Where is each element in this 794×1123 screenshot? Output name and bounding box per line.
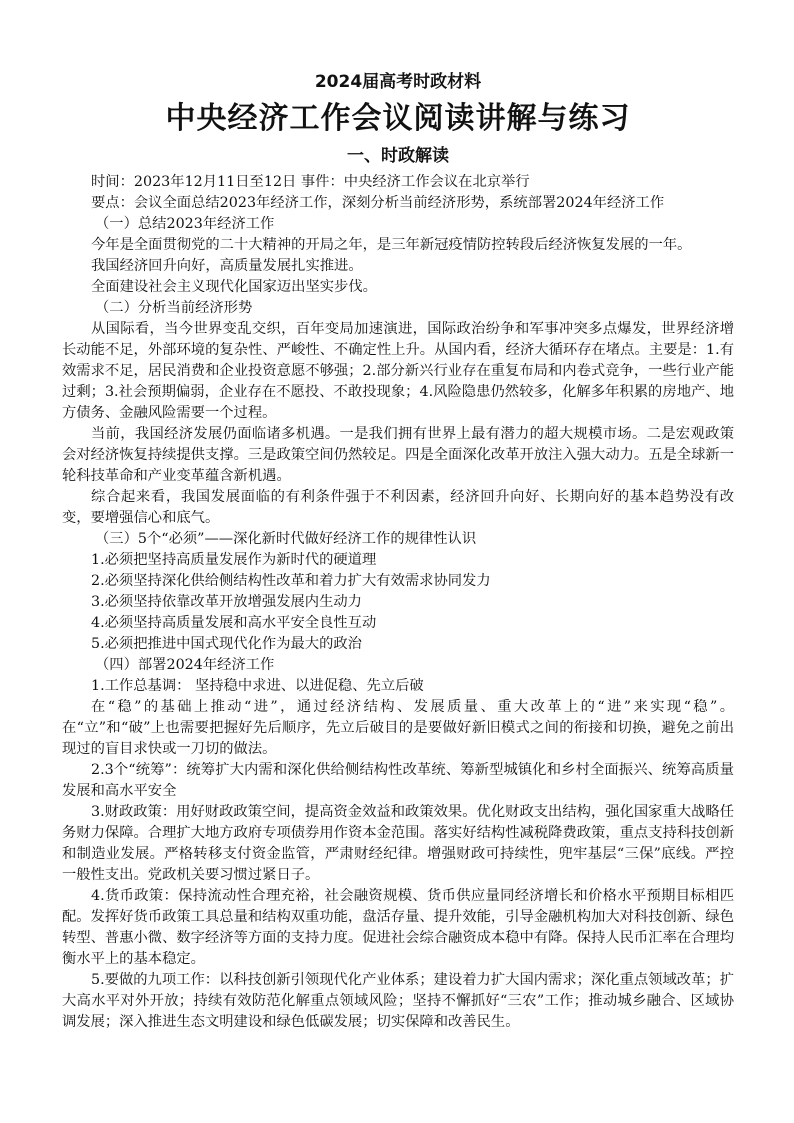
part3-heading: （三）5个“必须”——深化新时代做好经济工作的规律性认识 [95,531,477,547]
part2-heading: （二）分析当前经济形势 [95,300,253,316]
paragraph: 从国际看，当今世界变乱交织，百年变局加速演进，国际政治纷争和军事冲突多点爆发，世界经济增长动能不足，外部环境的复杂性、严峻性、不确定性上升。从国内看，经济大循环存在堵点。主要是：1.有效需求不足，居民消费和企业投资意愿不够强；2.部分新兴行业存在重复布局和内卷式竞争，一些行业产能过剩；3.社会预期偏弱，企业存在不愿投、不敢投现象；4.风险隐患仍然较多，化解多年积累的房地产、地方债务、金融风险需要一个过程。 [62,321,734,421]
paragraph: 在“稳”的基础上推动“进”，通过经济结构、发展质量、重大改革上的“进”来实现“稳”。在“立”和“破”上也需要把握好先后顺序，先立后破目的是要做好新旧模式之间的衔接和切换，避免之前出现过的盲目求快或一刀切的做法。 [62,699,734,757]
paragraph: 3.财政政策：用好财政政策空间，提高资金效益和政策效果。优化财政支出结构，强化国家重大战略任务财力保障。合理扩大地方政府专项债券用作资本金范围。落实好结构性减税降费政策，重点支持科技创新和制造业发展。严格转移支付资金监管，严肃财经纪律。增强财政可持续性，兜牢基层“三保”底线。严控一般性支出。党政机关要习惯过紧日子。 [62,804,734,883]
paragraph: 4.货币政策：保持流动性合理充裕，社会融资规模、货币供应量同经济增长和价格水平预期目标相匹配。发挥好货币政策工具总量和结构双重功能，盘活存量、提升效能，引导金融机构加大对科技创新、绿色转型、普惠小微、数字经济等方面的支持力度。促进社会综合融资成本稳中有降。保持人民币汇率在合理均衡水平上的基本稳定。 [62,888,734,967]
paragraph: 当前，我国经济发展仍面临诸多机遇。一是我们拥有世界上最有潜力的超大规模市场。二是宏观政策会对经济恢复持续提供支撑。三是政策空间仍然较足。四是全面深化改革开放注入强大动力。五是全球新一轮科技革命和产业变革蕴含新机遇。 [62,426,734,484]
list-item: 1.必须把坚持高质量发展作为新时代的硬道理 [91,552,377,568]
document-title: 中央经济工作会议阅读讲解与练习 [165,101,631,136]
paragraph: 我国经济回升向好，高质量发展扎实推进。 [91,258,363,274]
part1-heading: （一）总结2023年经济工作 [95,216,275,232]
document-subtitle: 2024届高考时政材料 [314,72,482,92]
paragraph: 今年是全面贯彻党的二十大精神的开局之年，是三年新冠疫情防控转段后经济恢复发展的一年。 [91,237,692,253]
list-item: 4.必须坚持高质量发展和高水平安全良性互动 [91,615,377,631]
paragraph: 综合起来看，我国发展面临的有利条件强于不利因素，经济回升向好、长期向好的基本趋势没有改变，要增强信心和底气。 [62,489,734,526]
document-body [62,172,734,1033]
section-heading: 一、时政解读 [347,146,449,166]
paragraph: 5.要做的九项工作：以科技创新引领现代化产业体系；建设着力扩大国内需求；深化重点领域改革；扩大高水平对外开放；持续有效防范化解重点领域风险；坚持不懈抓好“三农”工作；推动城乡融合、区域协调发展；深入推进生态文明建设和绿色低碳发展；切实保障和改善民生。 [62,972,734,1030]
paragraph: 全面建设社会主义现代化国家迈出坚实步伐。 [91,279,377,295]
meta-points-line: 要点：会议全面总结2023年经济工作，深刻分析当前经济形势，系统部署2024年经济工作 [91,195,665,211]
paragraph: 2.3个“统筹”：统筹扩大内需和深化供给侧结构性改革统、筹新型城镇化和乡村全面振兴、统筹高质量发展和高水平安全 [62,762,734,799]
paragraph: 1.工作总基调： 坚持稳中求进、以进促稳、先立后破 [91,678,424,694]
part4-heading: （四）部署2024年经济工作 [95,657,275,673]
meta-time-line: 时间：2023年12月11日至12日 事件：中央经济工作会议在北京举行 [91,174,530,190]
list-item: 5.必须把推进中国式现代化作为最大的政治 [91,636,362,652]
list-item: 2.必须坚持深化供给侧结构性改革和着力扩大有效需求协同发力 [91,573,491,589]
list-item: 3.必须坚持依靠改革开放增强发展内生动力 [91,594,362,610]
